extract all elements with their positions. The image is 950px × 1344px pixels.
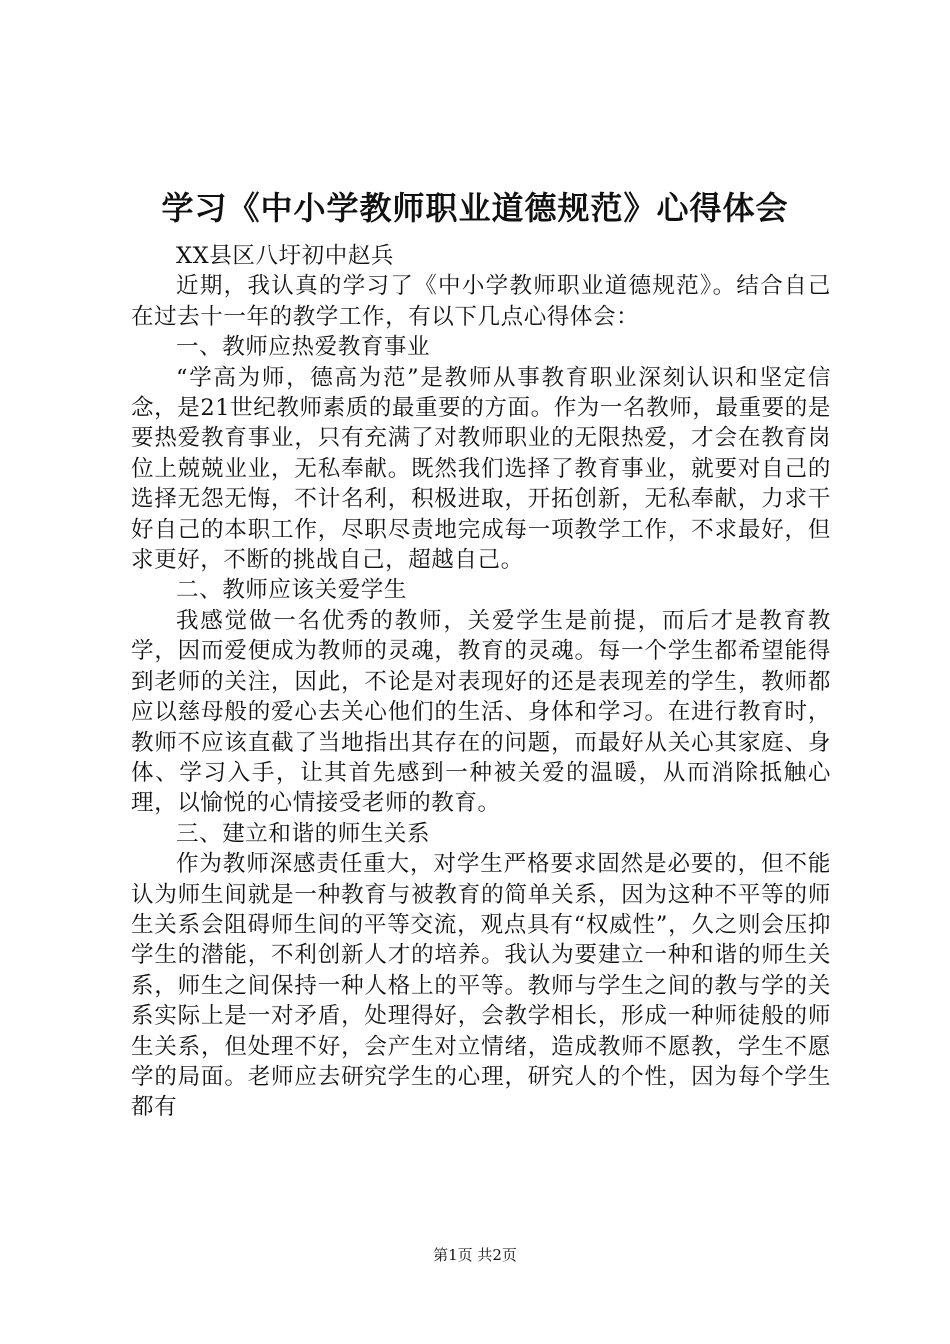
page-number-footer: 第1页 共2页 bbox=[433, 1246, 517, 1264]
author-line: XX县区八圩初中赵兵 bbox=[176, 243, 395, 269]
section-heading-1: 一、教师应热爱教育事业 bbox=[176, 334, 431, 361]
paragraph-section-1: “学高为师，德高为范”是教师从事教育职业深刻认识和坚定信念，是21世纪教师素质的最重要的方面。作为一名教师，最重要的是要热爱教育事业，只有充满了对教师职业的无限热爱，才会在教育岗位上兢兢业业，无私奉献。既然我们选择了教育事业，就要对自己的选择无怨无悔，不计名利，积极进取，开拓创新，无私奉献，力求干好自己的本职工作，尽职尽责地完成每一项教学工作，不求最好，但求更好，不断的挑战自己，超越自己。 bbox=[131, 364, 831, 574]
section-heading-2: 二、教师应该关爱学生 bbox=[176, 577, 408, 604]
paragraph-section-2: 我感觉做一名优秀的教师，关爱学生是前提，而后才是教育教学，因而爱便成为教师的灵魂，教育的灵魂。每一个学生都希望能得到老师的关注，因此，不论是对表现好的还是表现差的学生，教师都应以慈母般的爱心去关心他们的生活、身体和学习。在进行教育时，教师不应该直截了当地指出其存在的问题，而最好从关心其家庭、身体、学习入手，让其首先感到一种被关爱的温暖，从而消除抵触心理，以愉悦的心情接受老师的教育。 bbox=[131, 607, 831, 817]
section-heading-3: 三、建立和谐的师生关系 bbox=[176, 820, 431, 847]
document-body bbox=[131, 241, 831, 1123]
paragraph-section-3: 作为教师深感责任重大，对学生严格要求固然是必要的，但不能认为师生间就是一种教育与被教育的简单关系，因为这种不平等的师生关系会阻碍师生间的平等交流，观点具有“权威性”，久之则会压抑学生的潜能，不利创新人才的培养。我认为要建立一种和谐的师生关系，师生之间保持一种人格上的平等。教师与学生之间的教与学的关系实际上是一对矛盾，处理得好，会教学相长，形成一种师徒般的师生关系，但处理不好，会产生对立情绪，造成教师不愿教，学生不愿学的局面。老师应去研究学生的心理，研究人的个性，因为每个学生都有 bbox=[131, 851, 831, 1121]
paragraph-intro: 近期，我认真的学习了《中小学教师职业道德规范》。结合自己在过去十一年的教学工作，有以下几点心得体会： bbox=[131, 273, 831, 330]
document-title: 学习《中小学教师职业道德规范》心得体会 bbox=[161, 189, 789, 227]
